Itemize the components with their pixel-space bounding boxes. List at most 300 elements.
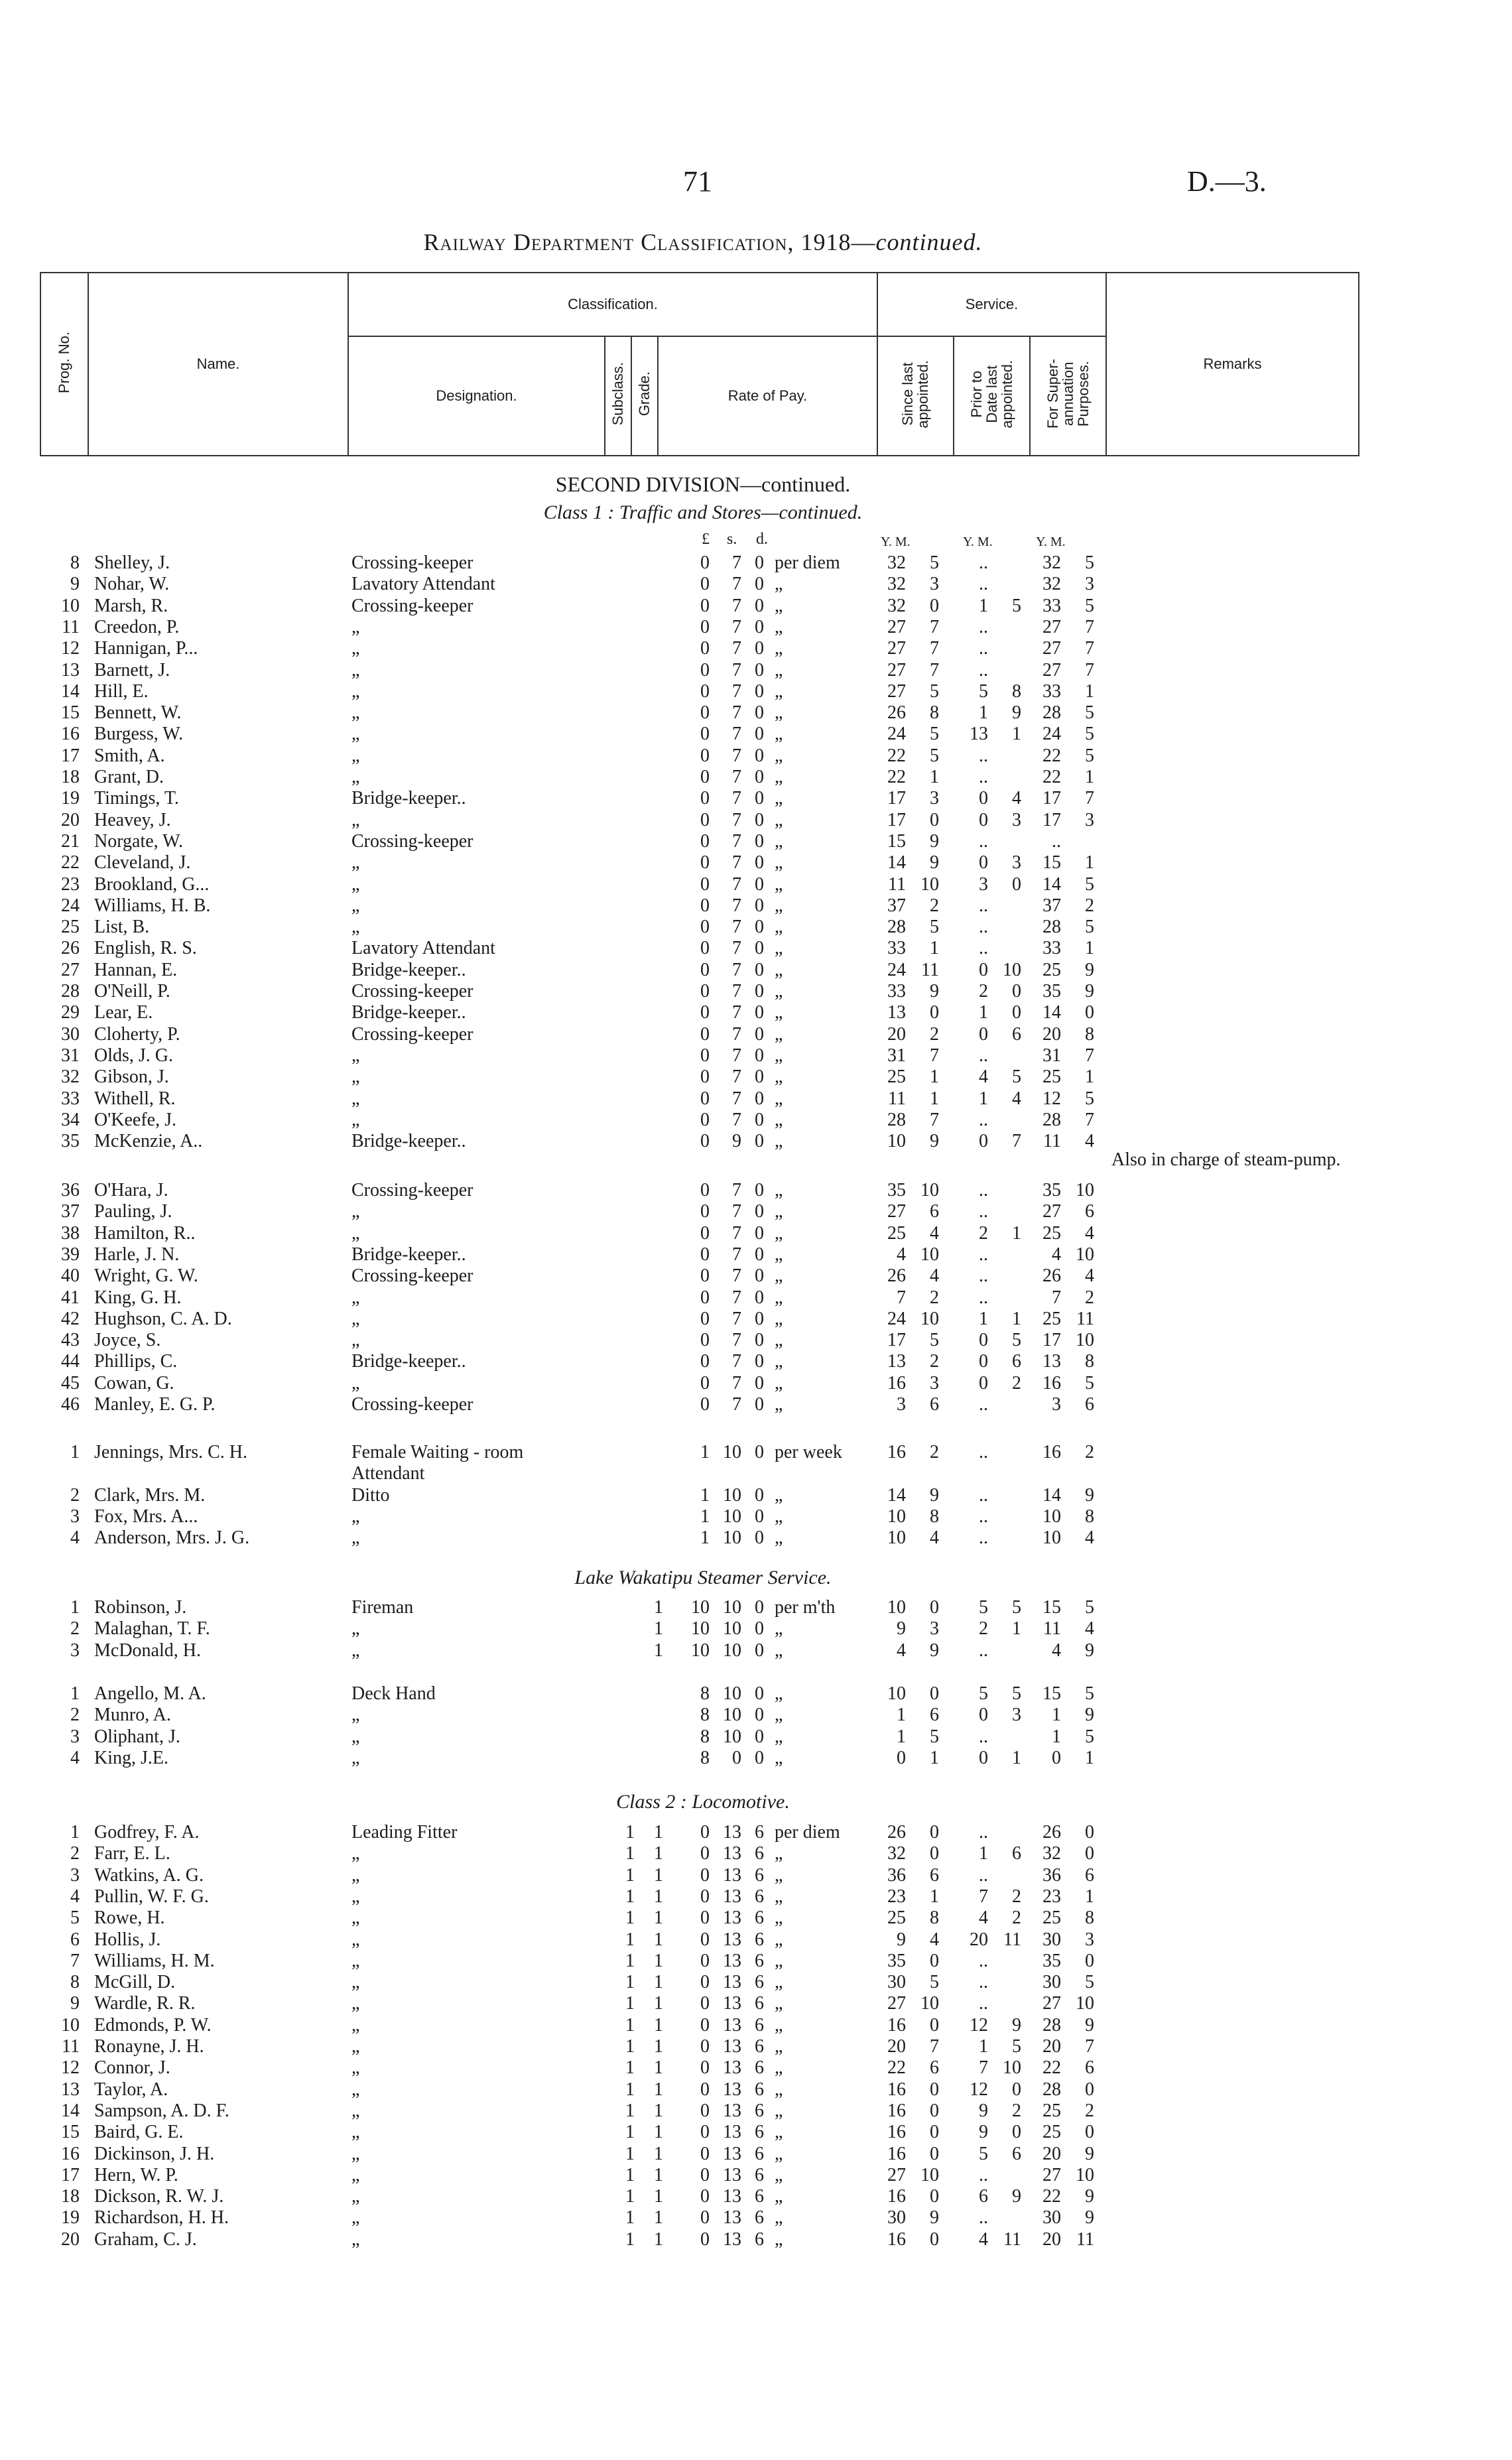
pay-pence: 0 [755, 1618, 764, 1640]
service-since-last: 7 2 [897, 1287, 939, 1308]
pay-pence: 0 [755, 1351, 764, 1372]
designation: „ [351, 2057, 360, 2079]
pay-pounds: 8 [700, 1726, 710, 1747]
prog-no: 3 [70, 1864, 80, 1886]
unit-pound: £ [702, 531, 710, 548]
employee-name: King, J.E. [94, 1747, 168, 1768]
designation: „ [351, 616, 360, 637]
page-title [0, 228, 1406, 256]
prog-no: 18 [61, 767, 80, 787]
service-prior: 3 0 [979, 874, 1021, 895]
prog-no: 16 [61, 2143, 80, 2164]
designation: „ [351, 1308, 360, 1329]
pay-pounds: 10 [691, 1597, 710, 1618]
designation: „ [351, 1864, 360, 1886]
pay-pence: 0 [755, 1045, 764, 1066]
service-superannuation: 11 4 [1043, 1618, 1094, 1640]
employee-name: Manley, E. G. P. [94, 1394, 216, 1415]
service-prior: .. [979, 638, 988, 659]
pay-pence: 0 [755, 1597, 764, 1618]
service-superannuation: 31 7 [1042, 1045, 1094, 1066]
pay-pounds: 0 [700, 959, 710, 980]
pay-period: „ [775, 2164, 783, 2185]
pay-pounds: 0 [700, 574, 710, 595]
prog-no: 41 [61, 1287, 80, 1308]
prog-no: 11 [62, 2036, 80, 2057]
service-since-last: 35 10 [887, 1180, 939, 1200]
pay-shillings: 7 [732, 895, 741, 916]
service-prior: 0 3 [979, 809, 1021, 830]
subclass: 1 [625, 2122, 635, 2143]
pay-pence: 0 [755, 1265, 764, 1287]
service-superannuation: 33 1 [1042, 680, 1094, 702]
service-prior: .. [979, 767, 988, 787]
pay-period: „ [775, 1201, 783, 1222]
employee-name: Dickinson, J. H. [94, 2143, 215, 2164]
employee-name: Farr, E. L. [94, 1843, 170, 1864]
prog-no: 45 [61, 1372, 80, 1393]
pay-shillings: 7 [732, 852, 741, 874]
pay-pounds: 0 [700, 1131, 710, 1152]
designation: „ [351, 767, 360, 787]
service-superannuation: 27 7 [1042, 659, 1094, 680]
pay-shillings: 0 [732, 1747, 741, 1768]
prog-no: 3 [70, 1726, 80, 1747]
pay-period: „ [775, 1131, 783, 1152]
pay-pounds: 10 [691, 1618, 710, 1640]
designation: „ [351, 2229, 360, 2250]
employee-name: Wardle, R. R. [94, 1993, 196, 2014]
pay-period: „ [775, 1972, 783, 1993]
header-for-super: For Super- annuation Purposes. [1030, 336, 1106, 456]
service-superannuation: 16 5 [1042, 1372, 1094, 1393]
unit-ym-prior: Y. M. [963, 535, 993, 549]
prog-no: 6 [70, 1929, 80, 1950]
prog-no: 18 [61, 2186, 80, 2207]
pay-pounds: 0 [700, 552, 710, 573]
pay-pounds: 0 [700, 917, 710, 938]
pay-shillings: 7 [732, 1045, 741, 1066]
pay-shillings: 7 [732, 616, 741, 637]
grade: 1 [654, 1972, 663, 1993]
service-prior: 5 8 [979, 680, 1021, 702]
pay-pence: 0 [755, 1484, 764, 1506]
service-superannuation: 20 7 [1042, 2036, 1094, 2057]
pay-pence: 0 [755, 767, 764, 787]
service-prior: 2 0 [979, 981, 1021, 1002]
pay-shillings: 13 [723, 2079, 741, 2100]
employee-name: Hannigan, P... [94, 638, 198, 659]
pay-pounds: 0 [700, 1308, 710, 1329]
employee-name: Malaghan, T. F. [94, 1618, 210, 1640]
service-since-last: 24 5 [887, 724, 939, 745]
pay-pence: 0 [755, 1527, 764, 1549]
service-superannuation: 33 5 [1042, 595, 1094, 616]
grade: 1 [654, 1929, 663, 1950]
pay-pounds: 0 [700, 1002, 710, 1023]
pay-period: „ [775, 1683, 783, 1704]
pay-pence: 0 [755, 1372, 764, 1393]
pay-shillings: 7 [732, 1109, 741, 1130]
service-superannuation: 33 1 [1042, 938, 1094, 959]
doc-reference: D.—3. [1187, 165, 1267, 198]
pay-pounds: 8 [700, 1683, 710, 1704]
grade: 1 [654, 2079, 663, 2100]
pay-period: „ [775, 1330, 783, 1351]
designation: Fireman [351, 1597, 414, 1618]
designation: „ [351, 1843, 360, 1864]
pay-shillings: 7 [732, 809, 741, 830]
employee-name: O'Neill, P. [94, 981, 170, 1002]
service-superannuation: 30 5 [1042, 1972, 1094, 1993]
pay-pence: 0 [755, 595, 764, 616]
employee-name: McGill, D. [94, 1972, 176, 1993]
pay-shillings: 10 [723, 1726, 741, 1747]
service-prior: 0 5 [979, 1330, 1021, 1351]
pay-pounds: 1 [700, 1484, 710, 1506]
prog-no: 44 [61, 1351, 80, 1372]
service-since-last: 16 0 [887, 2014, 939, 2036]
pay-period: „ [775, 702, 783, 724]
grade: 1 [654, 1908, 663, 1929]
pay-pence: 6 [755, 1822, 764, 1843]
service-since-last: 37 2 [887, 895, 939, 916]
service-prior: 4 11 [979, 2229, 1021, 2250]
service-superannuation: 7 2 [1052, 1287, 1094, 1308]
service-superannuation: 15 5 [1042, 1683, 1094, 1704]
service-superannuation: 28 9 [1042, 2014, 1094, 2036]
service-superannuation: 25 9 [1042, 959, 1094, 980]
pay-pence: 0 [755, 1442, 764, 1462]
subclass: 1 [625, 2143, 635, 2164]
service-superannuation: 15 5 [1042, 1597, 1094, 1618]
designation: Bridge-keeper.. [351, 1244, 466, 1265]
designation: Lavatory Attendant [351, 574, 495, 595]
service-superannuation: 1 9 [1052, 1705, 1094, 1726]
designation: „ [351, 809, 360, 830]
pay-pounds: 0 [700, 1843, 710, 1864]
pay-period: „ [775, 1527, 783, 1549]
service-prior: 20 11 [970, 1929, 1021, 1950]
pay-pence: 6 [755, 2122, 764, 2143]
pay-pence: 0 [755, 680, 764, 702]
prog-no: 20 [61, 2229, 80, 2250]
employee-name: Edmonds, P. W. [94, 2014, 212, 2036]
pay-pounds: 0 [700, 2143, 710, 2164]
pay-pounds: 0 [700, 2100, 710, 2121]
pay-pounds: 0 [700, 830, 710, 852]
pay-shillings: 10 [723, 1705, 741, 1726]
prog-no: 46 [61, 1394, 80, 1415]
prog-no: 9 [70, 574, 80, 595]
designation: Female Waiting - room [351, 1442, 524, 1462]
pay-shillings: 7 [732, 1308, 741, 1329]
pay-shillings: 10 [723, 1484, 741, 1506]
service-since-last: 17 0 [887, 809, 939, 830]
pay-shillings: 13 [723, 1993, 741, 2014]
pay-pounds: 0 [700, 2036, 710, 2057]
prog-no: 14 [61, 680, 80, 702]
pay-period: „ [775, 745, 783, 766]
designation: „ [351, 724, 360, 745]
prog-no: 16 [61, 724, 80, 745]
service-since-last: 10 0 [887, 1597, 939, 1618]
service-prior: 9 2 [979, 2100, 1021, 2121]
service-superannuation: 26 4 [1042, 1265, 1094, 1287]
prog-no: 23 [61, 874, 80, 895]
prog-no: 27 [61, 959, 80, 980]
subclass: 1 [625, 2229, 635, 2250]
header-grade: Grade. [631, 336, 658, 456]
pay-period: „ [775, 830, 783, 852]
prog-no: 29 [61, 1002, 80, 1023]
pay-pounds: 0 [700, 2186, 710, 2207]
service-prior: 1 1 [979, 1308, 1021, 1329]
designation: „ [351, 1109, 360, 1130]
pay-pence: 6 [755, 2207, 764, 2229]
service-prior: .. [979, 1950, 988, 1971]
designation: Lavatory Attendant [351, 938, 495, 959]
service-since-last: 28 5 [887, 917, 939, 938]
pay-shillings: 13 [723, 2229, 741, 2250]
service-prior: 4 5 [979, 1067, 1021, 1088]
employee-name: Grant, D. [94, 767, 164, 787]
service-since-last: 26 0 [887, 1822, 939, 1843]
designation: Bridge-keeper.. [351, 959, 466, 980]
pay-period: „ [775, 1908, 783, 1929]
designation: „ [351, 1330, 360, 1351]
pay-period: „ [775, 1726, 783, 1747]
subclass: 1 [625, 2036, 635, 2057]
pay-pence: 6 [755, 1843, 764, 1864]
prog-no: 12 [61, 2057, 80, 2079]
employee-name: Bennett, W. [94, 702, 182, 724]
pay-pence: 0 [755, 574, 764, 595]
service-since-last: 17 5 [887, 1330, 939, 1351]
prog-no: 38 [61, 1222, 80, 1244]
service-since-last: 31 7 [887, 1045, 939, 1066]
pay-pounds: 0 [700, 659, 710, 680]
prog-no: 12 [61, 638, 80, 659]
pay-period: „ [775, 1222, 783, 1244]
pay-pounds: 1 [700, 1442, 710, 1462]
pay-period: „ [775, 874, 783, 895]
service-superannuation: 20 9 [1042, 2143, 1094, 2164]
service-prior: .. [979, 1972, 988, 1993]
pay-period: „ [775, 1180, 783, 1200]
grade: 1 [654, 2122, 663, 2143]
pay-period: „ [775, 2036, 783, 2057]
employee-name: Fox, Mrs. A... [94, 1506, 198, 1527]
prog-no: 40 [61, 1265, 80, 1287]
service-superannuation: 17 3 [1042, 809, 1094, 830]
prog-no: 32 [61, 1067, 80, 1088]
employee-name: Burgess, W. [94, 724, 184, 745]
prog-no: 1 [70, 1683, 80, 1704]
pay-shillings: 7 [732, 1394, 741, 1415]
pay-pence: 0 [755, 1394, 764, 1415]
service-since-last: 16 2 [887, 1442, 939, 1462]
designation: „ [351, 2036, 360, 2057]
pay-pence: 0 [755, 852, 764, 874]
service-prior: 7 2 [979, 1886, 1021, 1907]
designation: Crossing-keeper [351, 1180, 473, 1200]
service-superannuation [1028, 1462, 1114, 1484]
pay-period: „ [775, 1929, 783, 1950]
service-prior: .. [979, 1201, 988, 1222]
prog-no: 28 [61, 981, 80, 1002]
service-prior: .. [979, 745, 988, 766]
pay-pence: 0 [755, 981, 764, 1002]
grade: 1 [654, 2036, 663, 2057]
service-prior: 13 1 [970, 724, 1021, 745]
pay-shillings: 7 [732, 1023, 741, 1045]
employee-name: Graham, C. J. [94, 2229, 197, 2250]
designation: „ [351, 1527, 360, 1549]
designation: „ [351, 2122, 360, 2143]
pay-pence: 0 [755, 1640, 764, 1661]
prog-no: 9 [70, 1993, 80, 2014]
service-superannuation: 35 9 [1042, 981, 1094, 1002]
service-superannuation: 27 10 [1042, 2164, 1094, 2185]
pay-pounds: 0 [700, 1972, 710, 1993]
employee-name: List, B. [94, 917, 150, 938]
service-prior: .. [979, 938, 988, 959]
service-superannuation: 37 2 [1042, 895, 1094, 916]
grade: 1 [654, 2164, 663, 2185]
pay-pounds: 0 [700, 788, 710, 809]
service-since-last: 36 6 [887, 1864, 939, 1886]
prog-no: 1 [70, 1442, 80, 1462]
pay-pence: 0 [755, 1747, 764, 1768]
pay-period: „ [775, 2057, 783, 2079]
subclass: 1 [625, 2014, 635, 2036]
designation: Bridge-keeper.. [351, 788, 466, 809]
service-superannuation: 32 0 [1042, 1843, 1094, 1864]
service-since-last: 1 5 [897, 1726, 939, 1747]
service-superannuation: 14 0 [1042, 1002, 1094, 1023]
service-prior: .. [979, 1394, 988, 1415]
designation: „ [351, 1640, 360, 1661]
pay-pounds: 0 [700, 2207, 710, 2229]
service-since-last: 30 5 [887, 1972, 939, 1993]
pay-shillings: 13 [723, 1929, 741, 1950]
service-since-last: 35 0 [887, 1950, 939, 1971]
pay-pence: 0 [755, 1088, 764, 1109]
service-prior: 2 1 [979, 1618, 1021, 1640]
service-prior: .. [979, 1822, 988, 1843]
grade: 1 [654, 2186, 663, 2207]
grade: 1 [654, 1822, 663, 1843]
service-since-last: 24 11 [887, 959, 939, 980]
service-superannuation: 17 10 [1042, 1330, 1094, 1351]
employee-name: Jennings, Mrs. C. H. [94, 1442, 248, 1462]
prog-no: 14 [61, 2100, 80, 2121]
service-prior: 6 9 [979, 2186, 1021, 2207]
pay-shillings: 9 [732, 1131, 741, 1152]
pay-shillings: 13 [723, 1864, 741, 1886]
pay-shillings: 7 [732, 959, 741, 980]
pay-pence: 0 [755, 745, 764, 766]
prog-no: 4 [70, 1886, 80, 1907]
service-prior: .. [979, 1442, 988, 1462]
header-prog-no: Prog. No. [40, 273, 88, 456]
subclass: 1 [625, 1929, 635, 1950]
service-superannuation: 28 5 [1042, 917, 1094, 938]
service-superannuation: 27 6 [1042, 1201, 1094, 1222]
pay-shillings: 7 [732, 1244, 741, 1265]
pay-pounds: 0 [700, 895, 710, 916]
pay-pounds: 0 [700, 981, 710, 1002]
service-prior: 1 9 [979, 702, 1021, 724]
pay-pounds: 0 [700, 1244, 710, 1265]
service-superannuation: 28 7 [1042, 1109, 1094, 1130]
pay-pence: 0 [755, 1201, 764, 1222]
pay-shillings: 7 [732, 745, 741, 766]
pay-pence: 0 [755, 616, 764, 637]
service-superannuation: 35 0 [1042, 1950, 1094, 1971]
pay-pounds: 10 [691, 1640, 710, 1661]
pay-shillings: 7 [732, 724, 741, 745]
pay-period: per week [775, 1442, 842, 1462]
service-since-last: 14 9 [887, 1484, 939, 1506]
service-since-last: 16 0 [887, 2122, 939, 2143]
pay-pence: 0 [755, 874, 764, 895]
pay-pounds: 0 [700, 1180, 710, 1200]
grade: 1 [654, 1993, 663, 2014]
pay-pence: 6 [755, 1950, 764, 1971]
pay-shillings: 13 [723, 2014, 741, 2036]
pay-shillings: 13 [723, 1950, 741, 1971]
pay-pence: 0 [755, 1002, 764, 1023]
prog-no: 34 [61, 1109, 80, 1130]
pay-period: „ [775, 1023, 783, 1045]
header-service: Service. [877, 273, 1106, 336]
designation: „ [351, 702, 360, 724]
pay-pence: 6 [755, 1864, 764, 1886]
pay-pounds: 0 [700, 1908, 710, 1929]
employee-name: Norgate, W. [94, 830, 184, 852]
employee-name: King, G. H. [94, 1287, 182, 1308]
service-prior: 1 5 [979, 2036, 1021, 2057]
header-designation: Designation. [348, 336, 605, 456]
pay-shillings: 13 [723, 2164, 741, 2185]
designation: „ [351, 852, 360, 874]
pay-shillings: 7 [732, 981, 741, 1002]
service-superannuation: 22 5 [1042, 745, 1094, 766]
prog-no: 8 [70, 1972, 80, 1993]
pay-pence: 0 [755, 1287, 764, 1308]
pay-period: „ [775, 1088, 783, 1109]
employee-name: Barnett, J. [94, 659, 170, 680]
pay-shillings: 13 [723, 2100, 741, 2121]
prog-no: 17 [61, 745, 80, 766]
service-superannuation: 14 9 [1042, 1484, 1094, 1506]
employee-name: Gibson, J. [94, 1067, 169, 1088]
header-prior-to: Prior to Date last appointed. [954, 336, 1030, 456]
prog-no: 13 [61, 659, 80, 680]
employee-name: Hill, E. [94, 680, 149, 702]
service-prior: 5 5 [979, 1683, 1021, 1704]
designation: „ [351, 1747, 360, 1768]
pay-period: „ [775, 1993, 783, 2014]
pay-period: „ [775, 2186, 783, 2207]
designation: „ [351, 1045, 360, 1066]
header-classification: Classification. [348, 273, 877, 336]
pay-pence: 6 [755, 1886, 764, 1907]
pay-pounds: 0 [700, 1088, 710, 1109]
service-prior: .. [979, 1244, 988, 1265]
